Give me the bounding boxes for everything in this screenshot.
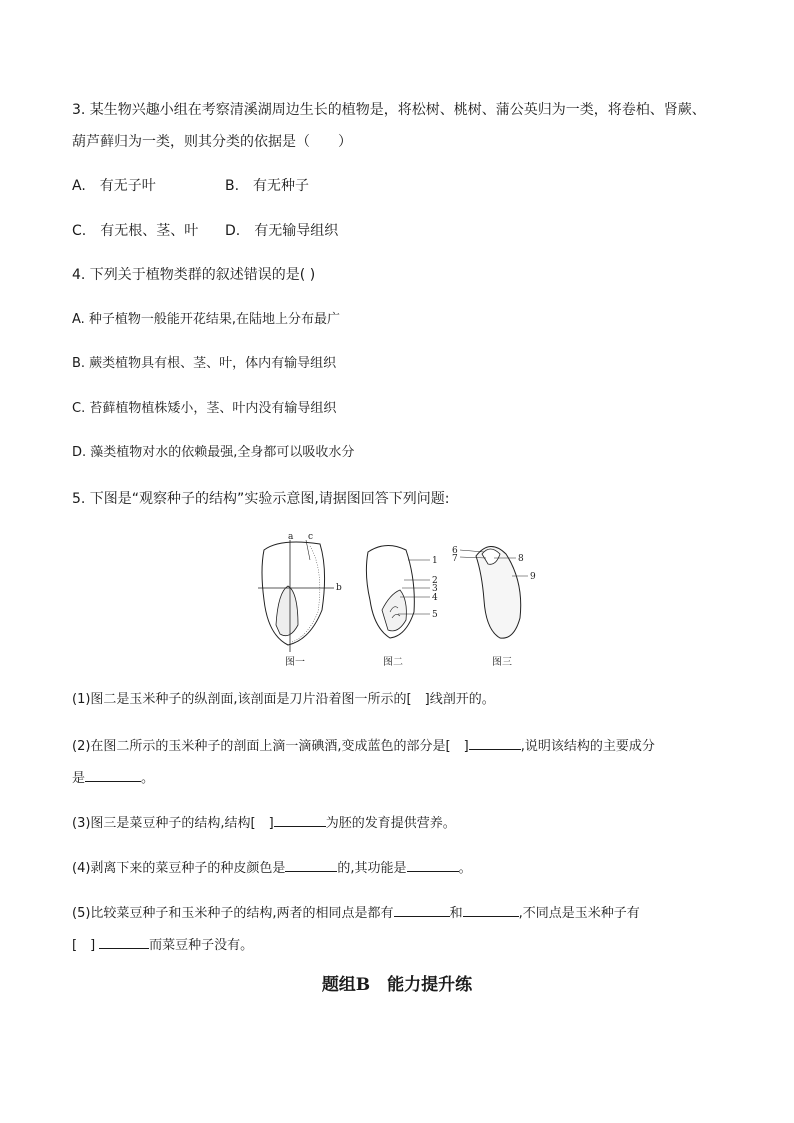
q4-option-b: B. 蕨类植物具有根、茎、叶，体内有输导组织 xyxy=(72,356,337,371)
q5-s5-text-d: [ ] xyxy=(72,938,96,953)
answer-blank[interactable] xyxy=(274,812,326,827)
q5-subquestion-4 xyxy=(72,857,472,879)
q5-s4-text-c: 。 xyxy=(458,861,472,876)
q5-s2-text-d: 。 xyxy=(141,771,155,786)
q3-option-b: B. 有无种子 xyxy=(225,178,310,194)
q5-subquestion-1: (1)图二是玉米种子的纵剖面,该剖面是刀片沿着图一所示的[ ]线剖开的。 xyxy=(72,692,495,707)
q5-s2-text-b: ,说明该结构的主要成分 xyxy=(520,739,655,754)
answer-blank[interactable] xyxy=(407,857,459,872)
seed-diagram xyxy=(250,530,550,670)
q5-s5-text-a: (5)比较菜豆种子和玉米种子的结构,两者的相同点是都有 xyxy=(72,906,394,921)
q5-s2-text-c: 是 xyxy=(72,771,86,786)
q5-s5-text-b: 和 xyxy=(449,906,463,921)
q5-subquestion-5 xyxy=(72,902,640,924)
q5-s3-text-a: (3)图三是菜豆种子的结构,结构[ ] xyxy=(72,816,274,831)
caption-figure-3: 图三 xyxy=(492,657,512,668)
label-a: a xyxy=(288,532,294,542)
q5-subquestion-5-cont xyxy=(72,934,253,956)
answer-blank[interactable] xyxy=(285,857,337,872)
q3-option-d: D. 有无输导组织 xyxy=(225,223,339,239)
label-b: b xyxy=(336,583,342,593)
q5-s2-text-a: (2)在图二所示的玉米种子的剖面上滴一滴碘酒,变成蓝色的部分是[ ] xyxy=(72,739,469,754)
answer-blank[interactable] xyxy=(394,902,450,917)
label-6: 6 xyxy=(452,546,458,556)
q4-stem: 4. 下列关于植物类群的叙述错误的是( ) xyxy=(72,267,316,283)
q5-stem: 5. 下图是“观察种子的结构”实验示意图,请据图回答下列问题: xyxy=(72,491,450,507)
q3-option-a: A. 有无子叶 xyxy=(72,178,156,194)
q4-option-c: C. 苔藓植物植株矮小，茎、叶内没有输导组织 xyxy=(72,401,337,416)
label-5: 5 xyxy=(432,610,438,620)
label-2: 2 xyxy=(432,576,438,586)
figure-1-corn-seed xyxy=(258,532,342,652)
label-1: 1 xyxy=(432,556,438,566)
figure-2-corn-section xyxy=(366,545,438,638)
label-3: 3 xyxy=(432,584,438,594)
q4-option-a: A. 种子植物一般能开花结果,在陆地上分布最广 xyxy=(72,312,341,327)
label-c: c xyxy=(308,532,314,542)
label-9: 9 xyxy=(530,572,536,582)
q5-subquestion-2-cont xyxy=(72,767,154,789)
q5-subquestion-3 xyxy=(72,812,456,834)
figure-3-bean-seed xyxy=(452,546,536,638)
label-7: 7 xyxy=(452,554,458,564)
q3-stem-line2: 葫芦藓归为一类，则其分类的依据是（ ） xyxy=(72,134,352,150)
q5-s4-text-a: (4)剥离下来的菜豆种子的种皮颜色是 xyxy=(72,861,286,876)
q4-option-d: D. 藻类植物对水的依赖最强,全身都可以吸收水分 xyxy=(72,445,355,460)
answer-blank[interactable] xyxy=(463,902,519,917)
seed-structure-figure xyxy=(250,530,550,670)
caption-figure-1: 图一 xyxy=(285,657,305,668)
q5-s5-text-c: ,不同点是玉米种子有 xyxy=(518,906,640,921)
section-heading: 题组B 能力提升练 xyxy=(321,975,473,995)
label-8: 8 xyxy=(518,554,524,564)
q5-s5-text-e: 而菜豆种子没有。 xyxy=(149,938,254,953)
q5-s4-text-b: 的,其功能是 xyxy=(337,861,407,876)
answer-blank[interactable] xyxy=(99,934,149,949)
answer-blank[interactable] xyxy=(469,735,521,750)
q3-stem-line1: 3. 某生物兴趣小组在考察清溪湖周边生长的植物是，将松树、桃树、蒲公英归为一类，将卷柏、肾蕨、 xyxy=(72,102,706,118)
answer-blank[interactable] xyxy=(85,767,141,782)
q5-s3-text-b: 为胚的发育提供营养。 xyxy=(325,816,456,831)
label-4: 4 xyxy=(432,593,438,603)
q3-option-c: C. 有无根、茎、叶 xyxy=(72,223,199,239)
q5-subquestion-2 xyxy=(72,735,655,757)
caption-figure-2: 图二 xyxy=(383,657,403,668)
